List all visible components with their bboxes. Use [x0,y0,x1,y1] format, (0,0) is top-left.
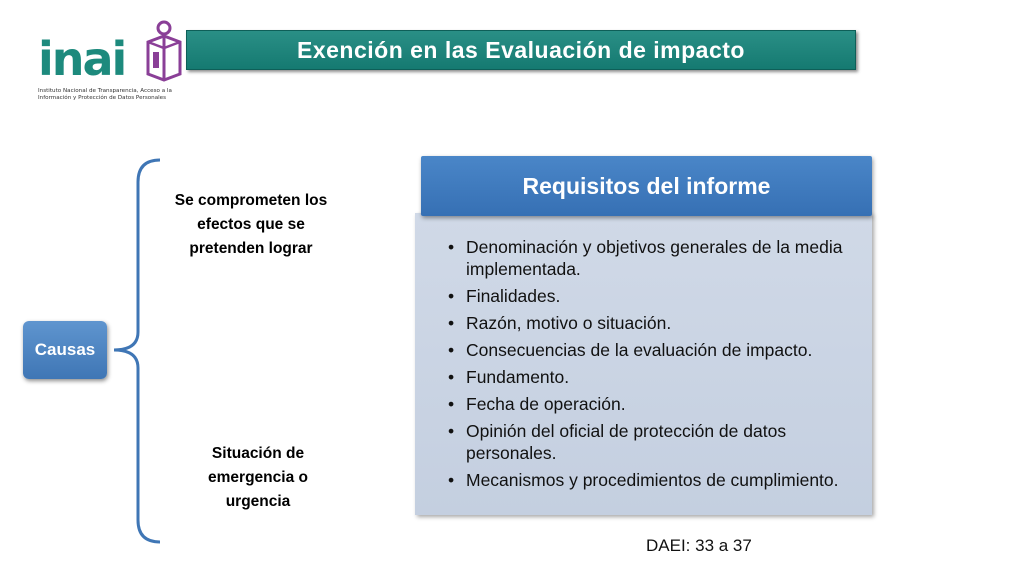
requisitos-list [440,236,860,496]
list-item: • Fecha de operación. [440,393,860,415]
list-item: • Razón, motivo o situación. [440,312,860,334]
list-item: • Denominación y objetivos generales de la media implementada. [440,236,860,280]
list-item: • Finalidades. [440,285,860,307]
inai-emblem-icon [140,20,182,82]
inai-logo [36,20,181,110]
list-item: • Fundamento. [440,366,860,388]
list-item: • Opinión del oficial de protección de datos personales. [440,420,860,464]
list-item: • Mecanismos y procedimientos de cumplimiento. [440,469,860,491]
cause-item-2: Situación de emergencia o urgencia [208,445,308,510]
logo-subtitle: Instituto Nacional de Transparencia, Acceso a la Información y Protección de Datos Personales [38,88,172,101]
reference-note: DAEI: 33 a 37 [646,536,752,555]
logo-wordmark: inai [38,32,126,86]
list-item: • Consecuencias de la evaluación de impacto. [440,339,860,361]
cause-item-1: Se comprometen los efectos que se pretenden lograr [174,192,328,257]
requisitos-heading: Requisitos del informe [421,156,872,216]
causas-box: Causas [23,321,107,379]
page-title: Exención en las Evaluación de impacto [186,30,856,70]
bracket-connector [108,156,164,546]
